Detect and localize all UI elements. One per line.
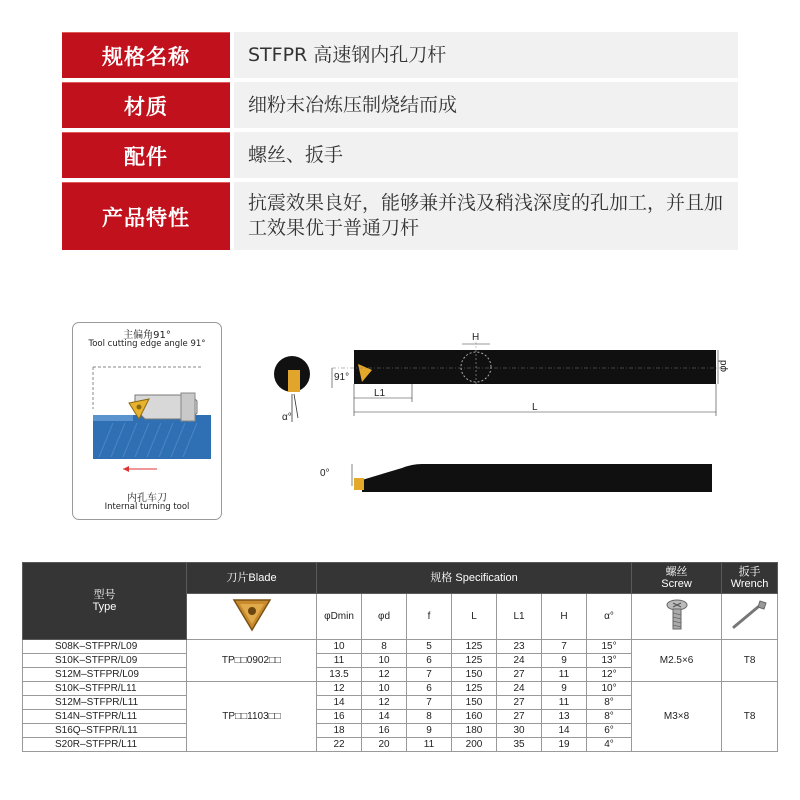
spec-value: 螺丝、扳手 — [234, 132, 738, 178]
value-cell: 11 — [542, 668, 587, 682]
sub-header-alpha: α° — [587, 593, 632, 639]
value-cell: 125 — [452, 682, 497, 696]
value-cell: 19 — [542, 738, 587, 752]
value-cell: 13 — [542, 710, 587, 724]
blade-code-cell: TP□□0902□□ — [187, 640, 317, 682]
type-header — [23, 563, 187, 640]
internal-turning-illustration — [73, 353, 221, 487]
value-cell: 6° — [587, 724, 632, 738]
spec-key: 材质 — [62, 82, 230, 128]
spec-key: 配件 — [62, 132, 230, 178]
value-cell: 9 — [407, 724, 452, 738]
l-label: L — [532, 402, 538, 413]
spec-value: STFPR 高速钢内孔刀杆 — [234, 32, 738, 78]
value-cell: 7 — [407, 668, 452, 682]
value-cell: 12° — [587, 668, 632, 682]
value-cell: 27 — [497, 668, 542, 682]
spec-key: 产品特性 — [62, 182, 230, 250]
value-cell: 6 — [407, 682, 452, 696]
value-cell: 23 — [497, 640, 542, 654]
h-label: H — [472, 332, 480, 343]
type-header-en: Type — [92, 601, 117, 613]
zero-degree-label: 0° — [320, 468, 330, 479]
specification-header: 规格 Specification — [317, 563, 632, 594]
model-cell: S12M–STFPR/L11 — [23, 696, 187, 710]
tool-holder-drawing — [262, 318, 729, 504]
spec-row-accessories — [62, 132, 738, 178]
type-header-cn: 型号 — [93, 589, 116, 601]
insert-end-view — [288, 370, 300, 392]
sub-header-l1: L1 — [497, 593, 542, 639]
table-row — [23, 682, 778, 696]
spec-key: 规格名称 — [62, 32, 230, 78]
cutting-angle-callout — [72, 322, 222, 520]
value-cell: 14 — [362, 710, 407, 724]
spec-value: 抗震效果良好，能够兼并浅及稍浅深度的孔加工，并且加工效果优于普通刀杆 — [234, 182, 738, 250]
value-cell: 11 — [542, 696, 587, 710]
value-cell: 125 — [452, 640, 497, 654]
value-cell: 27 — [497, 710, 542, 724]
wrench-header-en: Wrench — [730, 577, 769, 590]
model-cell: S10K–STFPR/L09 — [23, 654, 187, 668]
value-cell: 7 — [542, 640, 587, 654]
value-cell: 8 — [407, 710, 452, 724]
spec-value: 细粉末冶炼压制烧结而成 — [234, 82, 738, 128]
value-cell: 7 — [407, 696, 452, 710]
value-cell: 13° — [587, 654, 632, 668]
value-cell: 35 — [497, 738, 542, 752]
table-row — [23, 640, 778, 654]
value-cell: 20 — [362, 738, 407, 752]
value-cell: 10 — [317, 640, 362, 654]
spec-row-name — [62, 32, 738, 78]
value-cell: 24 — [497, 654, 542, 668]
value-cell: 11 — [317, 654, 362, 668]
blade-image-cell — [187, 593, 317, 639]
alpha-label: α° — [282, 412, 292, 423]
screw-image-cell — [632, 593, 722, 639]
screw-icon — [662, 597, 692, 633]
model-cell: S08K–STFPR/L09 — [23, 640, 187, 654]
value-cell: 15° — [587, 640, 632, 654]
model-cell: S12M–STFPR/L09 — [23, 668, 187, 682]
value-cell: 150 — [452, 668, 497, 682]
blade-header: 刀片Blade — [187, 563, 317, 594]
value-cell: 11 — [407, 738, 452, 752]
value-cell: 8 — [362, 640, 407, 654]
sub-header-h: H — [542, 593, 587, 639]
phi-d-label: φd — [718, 359, 729, 372]
callout-title-cn: 主偏角91° — [123, 330, 171, 341]
value-cell: 18 — [317, 724, 362, 738]
value-cell: 9 — [542, 682, 587, 696]
value-cell: 12 — [362, 668, 407, 682]
model-cell: S14N–STFPR/L11 — [23, 710, 187, 724]
model-cell: S10K–STFPR/L11 — [23, 682, 187, 696]
sub-header-dmin: φDmin — [317, 593, 362, 639]
sub-header-f: f — [407, 593, 452, 639]
model-cell: S16Q–STFPR/L11 — [23, 724, 187, 738]
value-cell: 12 — [317, 682, 362, 696]
value-cell: 180 — [452, 724, 497, 738]
value-cell: 13.5 — [317, 668, 362, 682]
wrench-cell: T8 — [722, 682, 778, 752]
value-cell: 27 — [497, 696, 542, 710]
screw-cell: M3×8 — [632, 682, 722, 752]
value-cell: 8° — [587, 696, 632, 710]
value-cell: 10 — [362, 682, 407, 696]
spec-table — [22, 562, 778, 752]
sub-header-d: φd — [362, 593, 407, 639]
value-cell: 16 — [317, 710, 362, 724]
blade-code-cell: TP□□1103□□ — [187, 682, 317, 752]
triangle-blade-icon — [230, 596, 274, 634]
value-cell: 10° — [587, 682, 632, 696]
callout-title-en: Tool cutting edge angle 91° — [88, 339, 206, 349]
value-cell: 10 — [362, 654, 407, 668]
value-cell: 6 — [407, 654, 452, 668]
wrench-header — [722, 563, 778, 594]
value-cell: 22 — [317, 738, 362, 752]
value-cell: 14 — [542, 724, 587, 738]
bar-side-view — [362, 464, 712, 492]
wrench-icon — [730, 597, 770, 633]
bar-top-view — [354, 350, 716, 384]
value-cell: 5 — [407, 640, 452, 654]
model-cell: S20R–STFPR/L11 — [23, 738, 187, 752]
value-cell: 24 — [497, 682, 542, 696]
screw-cell: M2.5×6 — [632, 640, 722, 682]
value-cell: 8° — [587, 710, 632, 724]
value-cell: 150 — [452, 696, 497, 710]
sub-header-l: L — [452, 593, 497, 639]
screw-header — [632, 563, 722, 594]
screw-header-cn: 螺丝 — [665, 565, 688, 578]
screw-header-en: Screw — [661, 577, 692, 590]
value-cell: 12 — [362, 696, 407, 710]
insert-side-view — [354, 478, 364, 490]
wrench-cell: T8 — [722, 640, 778, 682]
value-cell: 200 — [452, 738, 497, 752]
value-cell: 14 — [317, 696, 362, 710]
callout-bottom-cn: 内孔车刀 — [127, 493, 167, 504]
value-cell: 4° — [587, 738, 632, 752]
spec-row-features — [62, 182, 738, 250]
spec-row-material — [62, 82, 738, 128]
value-cell: 125 — [452, 654, 497, 668]
value-cell: 30 — [497, 724, 542, 738]
angle-91-label: 91° — [334, 372, 350, 383]
value-cell: 16 — [362, 724, 407, 738]
callout-bottom-en: Internal turning tool — [104, 502, 190, 512]
value-cell: 9 — [542, 654, 587, 668]
wrench-header-cn: 扳手 — [738, 565, 761, 578]
l1-label: L1 — [374, 388, 386, 399]
wrench-image-cell — [722, 593, 778, 639]
value-cell: 160 — [452, 710, 497, 724]
